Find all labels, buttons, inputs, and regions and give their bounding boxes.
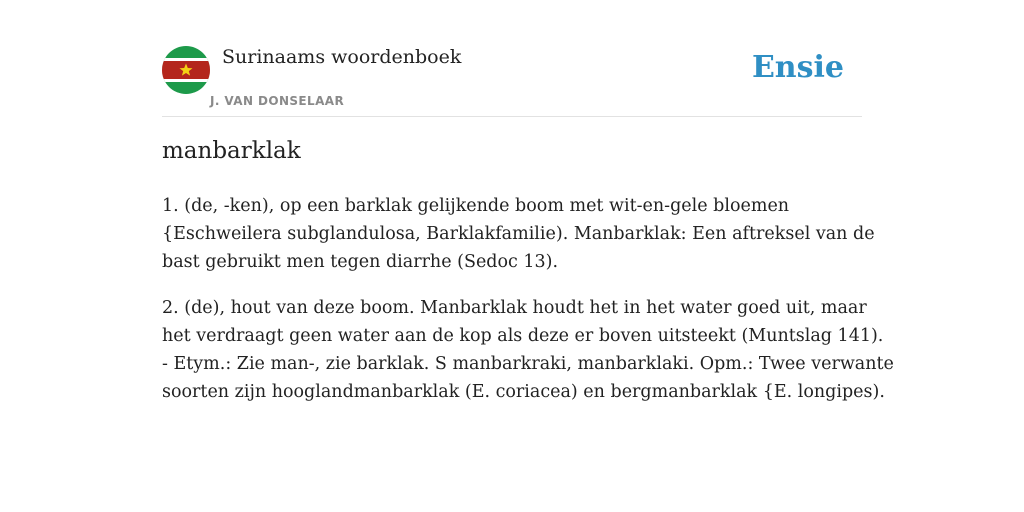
entry-headword: manbarklak (162, 138, 301, 164)
dictionary-title[interactable]: Surinaams woordenboek (222, 46, 462, 68)
dictionary-author: J. VAN DONSELAAR (210, 94, 345, 108)
entry-definition (162, 192, 894, 424)
definition-line: bast gebruikt men tegen diarrhe (Sedoc 13). (162, 252, 559, 272)
suriname-flag-icon (162, 46, 210, 94)
definition-line: 2. (de), hout van deze boom. Manbarklak houdt het in het water goed uit, maar (162, 298, 867, 318)
definition-line: 1. (de, -ken), op een barklak gelijkende boom met wit-en-gele bloemen (162, 196, 790, 216)
definition-line: {Eschweilera subglandulosa, Barklakfamilie). Manbarklak: Een aftreksel van de (162, 224, 875, 244)
definition-line: soorten zijn hooglandmanbarklak (E. coriacea) en bergmanbarklak {E. longipes). (162, 382, 885, 402)
dictionary-header (162, 46, 862, 117)
brand-logo-link[interactable]: Ensie (751, 50, 844, 85)
definition-line: het verdraagt geen water aan de kop als deze er boven uitsteekt (Muntslag 141). (162, 326, 884, 346)
definition-paragraph-1 (162, 192, 875, 276)
definition-line: - Etym.: Zie man-, zie barklak. S manbarkraki, manbarklaki. Opm.: Twee verwante (162, 354, 894, 374)
definition-paragraph-2 (162, 294, 894, 406)
